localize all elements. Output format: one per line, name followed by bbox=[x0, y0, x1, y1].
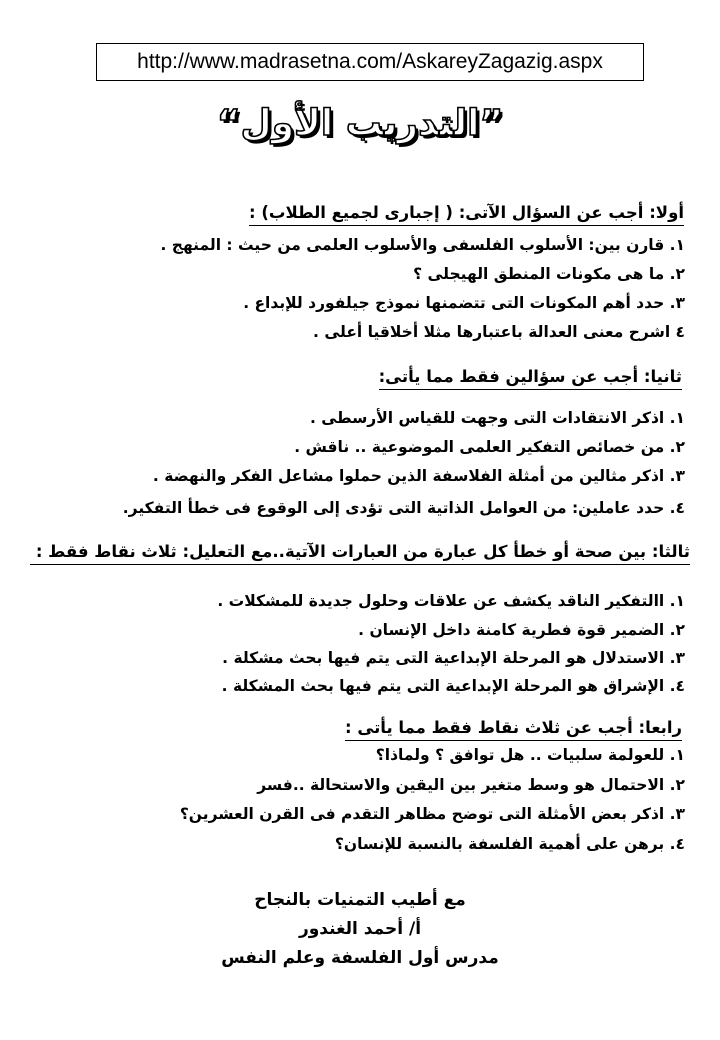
section-3-item-1: ١. االتفكير الناقد يكشف عن علاقات وحلول جديدة للمشكلات . bbox=[217, 592, 685, 610]
section-4-heading: رابعا: أجب عن ثلاث نقاط فقط مما يأتى : bbox=[345, 718, 682, 741]
section-2-item-4: ٤. حدد عاملين: من العوامل الذاتية التى تؤدى إلى الوقوع فى خطأ التفكير. bbox=[122, 499, 685, 517]
section-3-item-3: ٣. الاستدلال هو المرحلة الإبداعية التى يتم فيها بحث مشكلة . bbox=[222, 649, 685, 667]
page-title: ”التدريب الأول“ bbox=[216, 103, 504, 144]
section-1-item-3: ٣. حدد أهم المكونات التى تتضمنها نموذج جيلفورد للإبداع . bbox=[243, 294, 685, 312]
closing-teacher: أ/ أحمد الغندور bbox=[298, 919, 422, 939]
section-4-item-2: ٢. الاحتمال هو وسط متغير بين اليقين والاستحالة ..فسر bbox=[257, 776, 685, 794]
section-2-item-2: ٢. من خصائص التفكير العلمى الموضوعية .. ناقش . bbox=[294, 438, 685, 456]
url-box bbox=[96, 43, 644, 81]
section-2-item-3: ٣. اذكر مثالين من أمثلة الفلاسفة الذين حملوا مشاعل الفكر والنهضة . bbox=[152, 467, 685, 485]
section-4-item-3: ٣. اذكر بعض الأمثلة التى توضح مظاهر التقدم فى القرن العشرين؟ bbox=[179, 805, 685, 823]
section-3-item-2: ٢. الضمير قوة فطرية كامنة داخل الإنسان . bbox=[358, 621, 685, 639]
url-text: http://www.madrasetna.com/AskareyZagazig.aspx bbox=[137, 50, 603, 73]
section-1-item-4: ٤ اشرح معنى العدالة باعتبارها مثلا أخلاقيا أعلى . bbox=[313, 323, 685, 341]
closing-role: مدرس أول الفلسفة وعلم النفس bbox=[221, 948, 499, 968]
section-4-item-1: ١. للعولمة سلبيات .. هل توافق ؟ ولماذا؟ bbox=[375, 746, 685, 764]
section-1-item-1: ١. قارن بين: الأسلوب الفلسفى والأسلوب العلمى من حيث : المنهج . bbox=[160, 236, 685, 254]
section-2-heading: ثانيا: أجب عن سؤالين فقط مما يأتى: bbox=[379, 367, 682, 390]
section-1-item-2: ٢. ما هى مكونات المنطق الهيجلى ؟ bbox=[413, 265, 685, 283]
section-2-item-1: ١. اذكر الانتقادات التى وجهت للقياس الأرسطى . bbox=[310, 409, 685, 427]
section-4-item-4: ٤. برهن على أهمية الفلسفة بالنسبة للإنسان؟ bbox=[334, 835, 685, 853]
section-3-item-4: ٤. الإشراق هو المرحلة الإبداعية التى يتم فيها بحث المشكلة . bbox=[221, 677, 685, 695]
section-1-heading: أولا: أجب عن السؤال الآتى: ( إجبارى لجميع الطلاب) : bbox=[249, 203, 684, 226]
closing-wishes: مع أطيب التمنيات بالنجاح bbox=[254, 890, 466, 910]
section-3-heading: ثالثا: بين صحة أو خطأ كل عبارة من العبارات الآتية..مع التعليل: ثلاث نقاط فقط : bbox=[30, 542, 690, 565]
